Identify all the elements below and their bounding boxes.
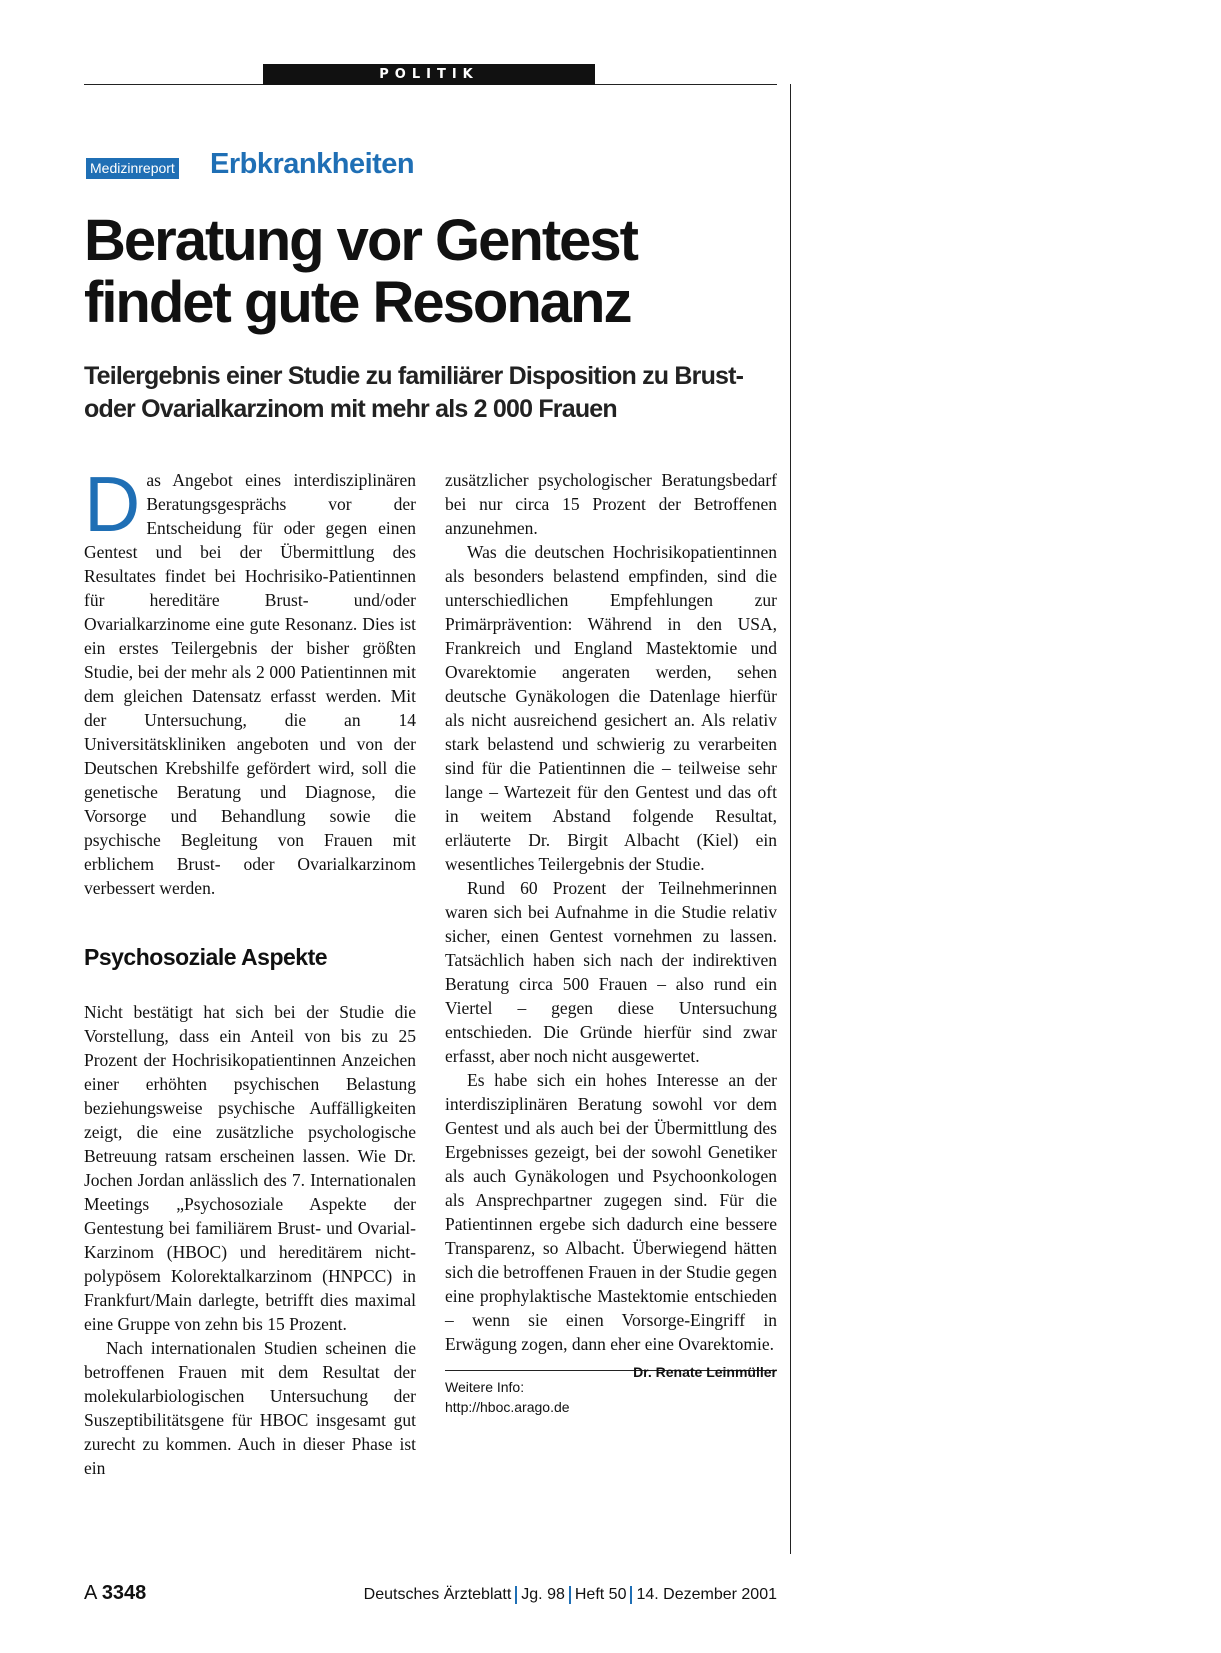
paragraph: zusätzlicher psychologischer Beratungsbedarf bei nur circa 15 Prozent der Betroffenen anzunehmen.	[445, 470, 777, 538]
paragraph-intro-text: as Angebot eines interdisziplinären Beratungsgesprächs vor der Entscheidung für oder gegen einen Gentest und bei der Übermittlung des Resultates findet bei Hochrisiko-Patientinnen für hereditäre Brust- und/oder Ovarialkarzinome eine gute Resonanz. Dies ist ein erstes Teilergebnis der bisher größten Studie, bei der mehr als 2 000 Patientinnen mit dem gleichen Datensatz erfasst werden. Mit der Untersuchung, die an 14 Universitätskliniken angeboten und von der Deutschen Krebshilfe gefördert wird, soll die genetische Beratung und Diagnose, die Vorsorge und Behandlung sowie die psychische Begleitung von Frauen mit erblichem Brust- oder Ovarialkarzinom verbessert werden.	[84, 470, 416, 898]
section-label: POLITIK	[263, 64, 595, 85]
category-badge: Medizinreport	[86, 158, 179, 179]
section-heading: Psychosoziale Aspekte	[84, 944, 328, 970]
paragraph: Was die deutschen Hochrisikopatientinnen als besonders belastend empfinden, sind die unterschiedlichen Empfehlungen zur Primärprävention: Während in den USA, Frankreich und England Mastektomie und Ovarektomie angeraten werden, sehen deutsche Gynäkologen die Datenlage hierfür als nicht ausreichend gesichert an. Als relativ stark belastend und schwierig zu verarbeiten sind für die Patientinnen die – teilweise sehr lange – Wartezeit für den Gentest und das oft in weitem Abstand folgende Resultat, erläuterte Dr. Birgit Albacht (Kiel) ein wesentliches Teilergebnis der Studie.	[445, 542, 777, 874]
page-prefix: A	[84, 1582, 97, 1604]
article-subheadline	[84, 360, 784, 426]
page-number	[84, 1582, 146, 1605]
text-column-left	[84, 460, 416, 1480]
text-column-right	[445, 468, 777, 1417]
footer-separator	[569, 1586, 571, 1604]
footer-separator	[515, 1586, 517, 1604]
column-rule	[790, 84, 791, 1554]
issue-date: 14. Dezember 2001	[636, 1586, 777, 1604]
subhead-line-2: oder Ovarialkarzinom mit mehr als 2 000 Frauen	[84, 395, 617, 423]
subhead-line-1: Teilergebnis einer Studie zu familiärer Disposition zu Brust-	[84, 362, 744, 390]
paragraph: Nicht bestätigt hat sich bei der Studie die Vorstellung, dass ein Anteil von bis zu 25 Prozent der Hochrisikopatientinnen Anzeichen einer erhöhten psychischen Belastung beziehungsweise psychische Auffälligkeiten zeigt, die eine zusätzliche psychologische Betreuung ratsam erscheinen lassen. Wie Dr. Jochen Jordan anlässlich des 7. Internationalen Meetings „Psychosoziale Aspekte der Gentestung bei familiärem Brust- und Ovarial-Karzinom (HBOC) und hereditärem nicht-polypösem Kolorektalkarzinom (HNPCC) in Frankfurt/Main darlegte, betrifft dies maximal eine Gruppe von zehn bis 15 Prozent.	[84, 1002, 416, 1334]
paragraph-text: Es habe sich ein hohes Interesse an der interdisziplinären Beratung sowohl vor dem Gentest und als auch bei der Übermittlung des Ergebnisses gezeigt, bei der sowohl Genetiker als auch Gynäkologen und Psychoonkologen als Ansprechpartner zugegen sind. Für die Patientinnen ergebe sich dadurch eine bessere Transparenz, so Albacht. Überwiegend hätten sich die betroffenen Frauen in der Studie gegen eine prophylaktische Mastektomie entschieden – wenn sie einen Vorsorge-Eingriff in Erwägung zogen, dann eher eine Ovarektomie.	[445, 1070, 777, 1354]
headline-line-2: findet gute Resonanz	[84, 270, 631, 335]
paragraph-intro	[84, 460, 416, 900]
volume: Jg. 98	[521, 1586, 565, 1604]
issue: Heft 50	[574, 1586, 627, 1604]
further-info-link[interactable]: Weitere Info: http://hboc.arago.de	[445, 1370, 777, 1417]
article-headline	[84, 210, 784, 334]
footer-separator	[630, 1586, 632, 1604]
footer-citation	[364, 1586, 777, 1604]
paragraph	[445, 1068, 777, 1380]
headline-line-1: Beratung vor Gentest	[84, 208, 637, 273]
journal-name: Deutsches Ärzteblatt	[363, 1586, 512, 1604]
drop-cap: D	[84, 460, 141, 548]
page-number-value: 3348	[101, 1582, 147, 1604]
topic-kicker: Erbkrankheiten	[210, 148, 415, 180]
paragraph: Rund 60 Prozent der Teilnehmerinnen waren sich bei Aufnahme in die Studie relativ sicher, einen Gentest vornehmen zu lassen. Tatsächlich haben sich nach der indirektiven Beratung circa 500 Frauen – also rund ein Viertel – gegen diese Untersuchung entschieden. Die Gründe hierfür sind zwar erfasst, aber noch nicht ausgewertet.	[445, 878, 777, 1066]
paragraph: Nach internationalen Studien scheinen die betroffenen Frauen mit dem Resultat der molekularbiologischen Untersuchung der Suszeptibilitätsgene für HBOC insgesamt gut zurecht zu kommen. Auch in dieser Phase ist ein	[84, 1338, 416, 1478]
author-byline: Dr. Renate Leinmüller	[633, 1364, 777, 1380]
